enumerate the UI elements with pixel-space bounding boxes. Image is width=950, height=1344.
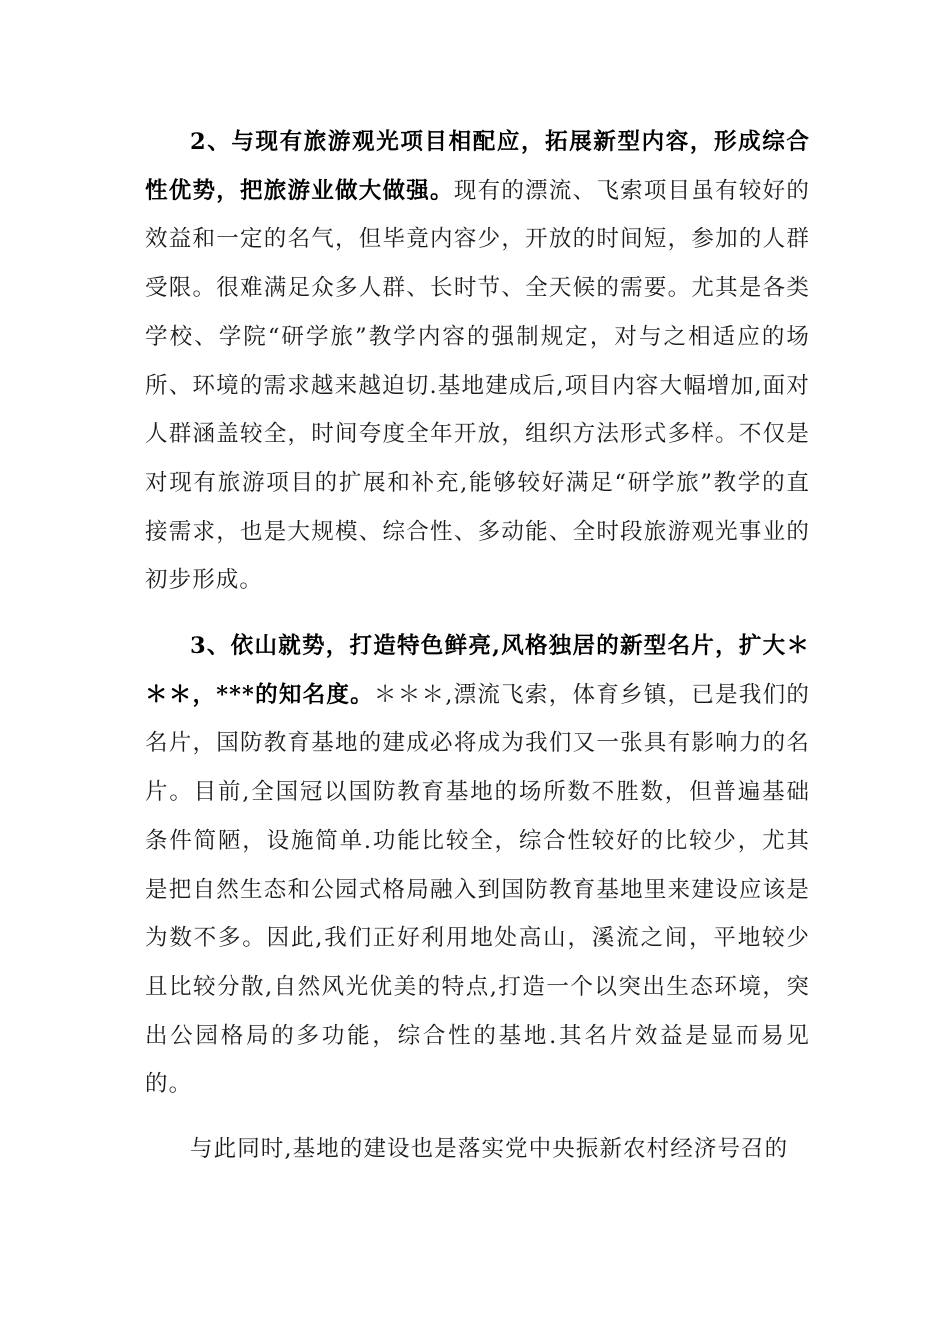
document-body: [145, 118, 810, 1189]
paragraph-3: [145, 622, 810, 1109]
paragraph-4-text: 与此同时,基地的建设也是落实党中央振新农村经济号召的: [190, 1136, 789, 1163]
paragraph-3-text: ＊＊＊,漂流飞索，体育乡镇，已是我们的名片，国防教育基地的建成必将成为我们又一张具有影响力的名片。目前,全国冠以国防教育基地的场所数不胜数，但普遍基础条件简陋，设施简单.功能比较全，综合性较好的比较少，尤其是把自然生态和公园式格局融入到国防教育基地里来建设应该是为数不多。因此,我们正好利用地处高山，溪流之间，平地较少且比较分散,自然风光优美的特点,打造一个以突出生态环境，突出公园格局的多功能，综合性的基地.其名片效益是显而易见的。: [145, 681, 810, 1098]
paragraph-2-heading: 2、与现有旅游观光项目相配应，拓展新型内容，形成综合性优势，把旅游业做大做强。: [145, 129, 810, 204]
paragraph-2-text: 现有的漂流、飞索项目虽有较好的效益和一定的名气，但毕竟内容少，开放的时间短，参加的人群受限。很难满足众多人群、长时节、全天候的需要。尤其是各类学校、学院“研学旅”教学内容的强制规定，对与之相适应的场所、环境的需求越来越迫切.基地建成后,项目内容大幅增加,面对人群涵盖较全，时间夸度全年开放，组织方法形式多样。不仅是对现有旅游项目的扩展和补充,能够较好满足“研学旅”教学的直接需求，也是大规模、综合性、多动能、全时段旅游观光事业的初步形成。: [145, 177, 810, 594]
paragraph-3-heading: 3、依山就势，打造特色鲜亮,风格独居的新型名片，扩大＊＊＊，***的知名度。: [145, 633, 810, 708]
paragraph-4: [145, 1125, 810, 1174]
paragraph-2: [145, 118, 810, 605]
